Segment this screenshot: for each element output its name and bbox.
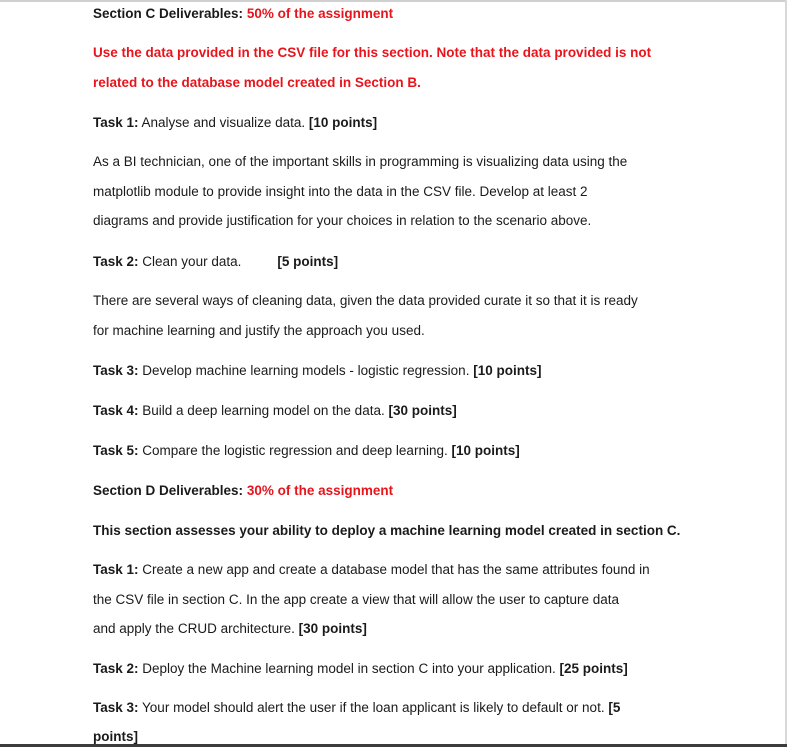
task-text: Deploy the Machine learning model in section C into your application.: [138, 661, 560, 676]
task-text: Clean your data.: [138, 254, 242, 269]
section-c-task-2: [93, 253, 338, 271]
task-label: Task 2:: [93, 661, 139, 676]
task-points: [30 points]: [298, 621, 367, 636]
section-d-heading-weight: 30% of the assignment: [246, 483, 394, 498]
task-text: and apply the CRUD architecture.: [93, 621, 299, 636]
task-label: Task 3:: [93, 363, 139, 378]
section-c-note-line-1: Use the data provided in the CSV file for this section. Note that the data provided is not: [93, 45, 652, 60]
section-c-heading: [93, 5, 393, 23]
section-d-task-2: [93, 660, 628, 678]
task-points: [30 points]: [388, 403, 457, 418]
task-label: Task 1:: [93, 562, 139, 577]
page-top-border: [0, 0, 787, 2]
section-d-task-1-line-2: the CSV file in section C. In the app create a view that will allow the user to capture data: [93, 592, 620, 607]
task-2-desc-line-2: for machine learning and justify the approach you used.: [93, 323, 425, 338]
task-label: Task 5:: [93, 443, 139, 458]
task-1-desc-line-1: As a BI technician, one of the important skills in programming is visualizing data using the: [93, 154, 628, 169]
task-1-desc-line-2: matplotlib module to provide insight into the data in the CSV file. Develop at least 2: [93, 184, 588, 199]
task-label: Task 3:: [93, 700, 139, 715]
section-c-task-1: [93, 114, 377, 132]
task-points: [5 points]: [277, 254, 339, 269]
task-points: [25 points]: [559, 661, 628, 676]
task-text: Compare the logistic regression and deep learning.: [138, 443, 452, 458]
section-d-task-1-line-1: [93, 561, 650, 579]
task-text: Your model should alert the user if the loan applicant is likely to default or not.: [138, 700, 609, 715]
section-d-heading-label: Section D Deliverables:: [93, 483, 244, 498]
section-c-task-5: [93, 442, 520, 460]
task-text: Analyse and visualize data.: [138, 115, 309, 130]
task-label: Task 1:: [93, 115, 139, 130]
task-points: [10 points]: [308, 115, 378, 130]
task-points: [5: [608, 700, 621, 715]
task-label: Task 4:: [93, 403, 139, 418]
section-c-task-4: [93, 402, 457, 420]
task-text: Build a deep learning model on the data.: [138, 403, 389, 418]
task-points: [10 points]: [451, 443, 520, 458]
section-d-task-1-line-3: [93, 620, 367, 638]
section-d-task-3: [93, 699, 620, 717]
section-d-task-3-points-continued: points]: [93, 729, 138, 744]
section-c-task-3: [93, 362, 541, 380]
section-c-heading-weight: 50% of the assignment: [246, 6, 394, 21]
section-d-heading: [93, 482, 393, 500]
task-label: Task 2:: [93, 254, 139, 269]
task-text: Create a new app and create a database model that has the same attributes found in: [138, 562, 650, 577]
section-c-note-line-2: related to the database model created in Section B.: [93, 75, 421, 90]
task-points: [10 points]: [473, 363, 542, 378]
section-c-heading-label: Section C Deliverables:: [93, 6, 244, 21]
task-text: Develop machine learning models - logistic regression.: [138, 363, 474, 378]
task-2-desc-line-1: There are several ways of cleaning data, given the data provided curate it so that it is ready: [93, 293, 638, 308]
task-1-desc-line-3: diagrams and provide justification for your choices in relation to the scenario above.: [93, 213, 592, 228]
section-d-intro: This section assesses your ability to deploy a machine learning model created in section C.: [93, 523, 681, 538]
